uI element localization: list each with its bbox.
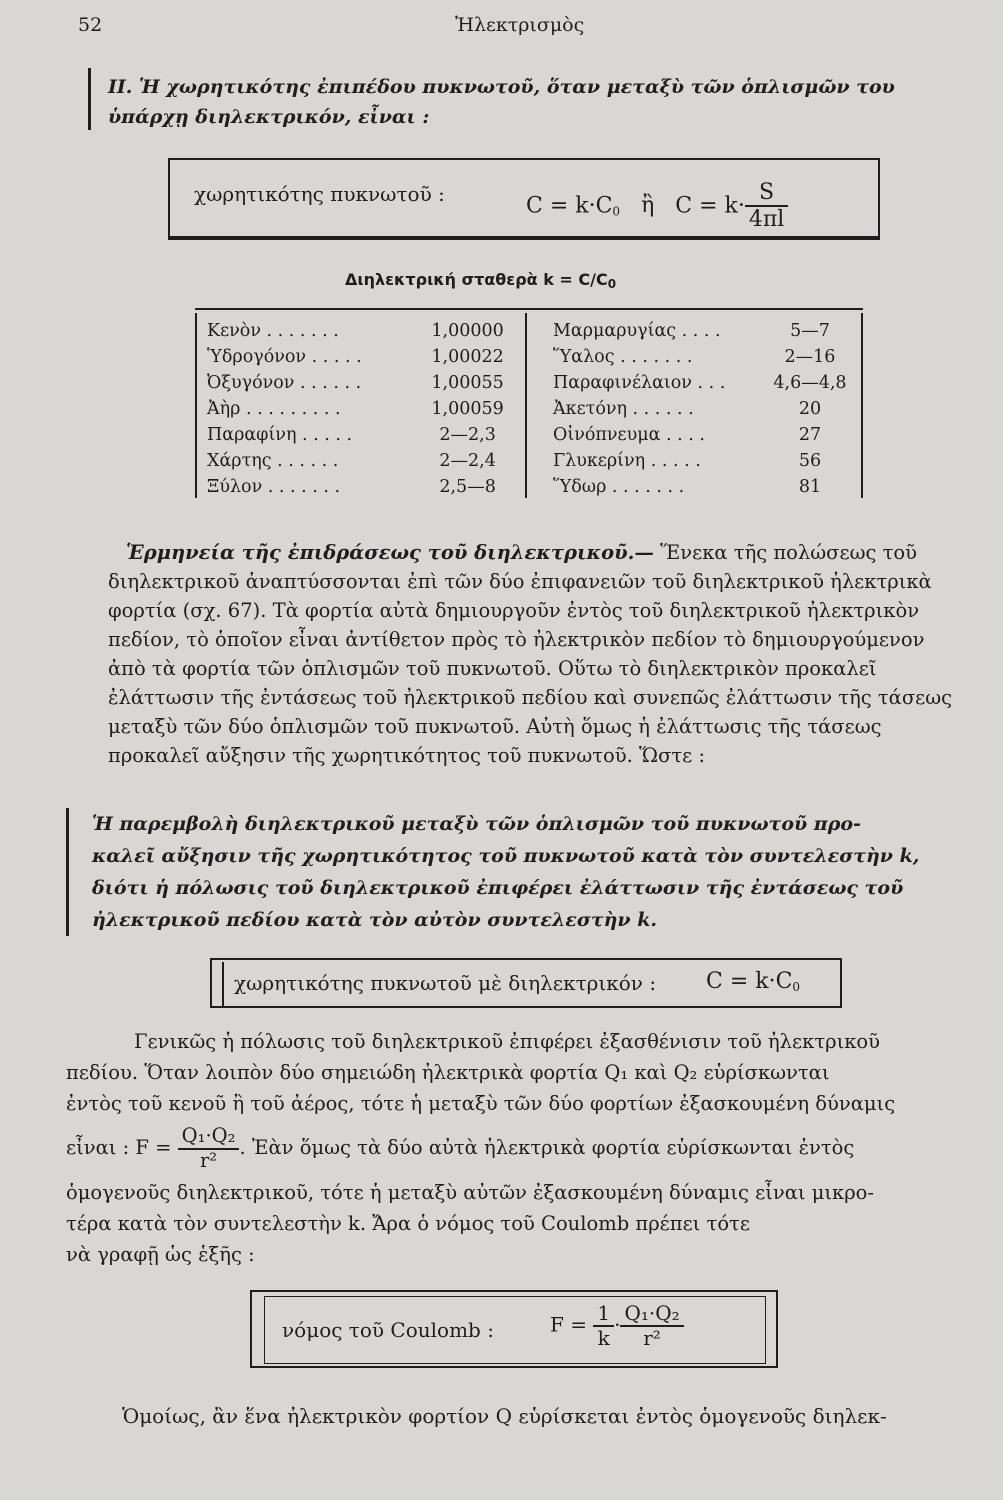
paragraph-line: ἀπὸ τὰ φορτία τῶν ὁπλισμῶν τοῦ πυκνωτοῦ. Οὕτω τὸ διηλεκτρικὸν προκαλεῖ bbox=[108, 657, 877, 680]
dielectric-value: 2—2,3 bbox=[439, 425, 496, 445]
material-name: Κενὸν . . . . . . . bbox=[207, 321, 339, 341]
statement-line: διότι ἡ πόλωσις τοῦ διηλεκτρικοῦ ἐπιφέρει ἐλάττωσιν τῆς ἐντάσεως τοῦ bbox=[92, 877, 904, 899]
paragraph-line: ἐλάττωσιν τῆς ἐντάσεως τοῦ ἠλεκτρικοῦ πεδίου καὶ συνεπῶς ἐλάττωσιν τῆς τάσεως bbox=[108, 686, 953, 709]
table-right-rule bbox=[861, 313, 863, 498]
paragraph-line: ἐντὸς τοῦ κενοῦ ἢ τοῦ ἀέρος, τότε ἡ μεταξὺ τῶν δύο φορτίων ἐξασκουμένη δύναμις bbox=[66, 1092, 896, 1115]
table-row bbox=[553, 318, 855, 344]
material-name: Ἀὴρ . . . . . . . . . bbox=[207, 399, 341, 419]
table-mid-rule bbox=[525, 313, 527, 498]
dielectric-value: 2,5—8 bbox=[439, 477, 496, 497]
numerator: 1 bbox=[593, 1302, 614, 1327]
material-name: Ὕαλος . . . . . . . bbox=[553, 347, 693, 367]
dielectric-value: 1,00022 bbox=[431, 347, 504, 367]
dielectric-value: 27 bbox=[798, 425, 822, 445]
table-row bbox=[553, 344, 855, 370]
table-left-column bbox=[207, 318, 517, 500]
eq-part: C = k· bbox=[675, 193, 745, 219]
dielectric-value: 4,6—4,8 bbox=[773, 373, 847, 393]
dielectric-table bbox=[195, 308, 863, 498]
paragraph-line: Γενικῶς ἡ πόλωσις τοῦ διηλεκτρικοῦ ἐπιφέρει ἐξασθένισιν τοῦ ἠλεκτρικοῦ bbox=[134, 1030, 881, 1053]
table-row bbox=[207, 318, 517, 344]
box-inner-rule bbox=[222, 962, 224, 1006]
fraction bbox=[745, 180, 789, 233]
subscript: 0 bbox=[607, 277, 617, 291]
general-paragraph bbox=[66, 1026, 966, 1270]
numerator: Q₁·Q₂ bbox=[620, 1302, 683, 1327]
formula-label: χωρητικότης πυκνωτοῦ : bbox=[194, 182, 445, 206]
table-left-rule bbox=[195, 313, 197, 498]
margin-bar bbox=[66, 808, 69, 936]
dielectric-value: 2—16 bbox=[784, 347, 836, 367]
coulomb-law-box bbox=[250, 1290, 778, 1368]
eq-part: F = bbox=[550, 1312, 587, 1337]
table-title bbox=[345, 270, 616, 291]
paragraph-line: τέρα κατὰ τὸν συντελεστὴν k. Ἄρα ὁ νόμος τοῦ Coulomb πρέπει τότε bbox=[66, 1212, 750, 1235]
coulomb-fraction bbox=[178, 1125, 240, 1172]
paragraph-text: Ἕνεκα τῆς πολώσεως τοῦ bbox=[660, 541, 918, 564]
material-name: Ὑδρογόνον . . . . . bbox=[207, 347, 362, 367]
dielectric-value: 1,00059 bbox=[431, 399, 504, 419]
paragraph-line: προκαλεῖ αὔξησιν τῆς χωρητικότητος τοῦ πυκνωτοῦ. Ὥστε : bbox=[108, 744, 706, 767]
eq-part: C = k·C bbox=[706, 969, 793, 994]
table-row bbox=[553, 396, 855, 422]
paragraph-text: . Ἐὰν ὅμως τὰ δύο αὐτὰ ἠλεκτρικὰ φορτία εὑρίσκωνται ἐντὸς bbox=[239, 1136, 855, 1159]
table-right-column bbox=[553, 318, 855, 500]
table-row bbox=[553, 370, 855, 396]
material-name: Μαρμαρυγίας . . . . bbox=[553, 321, 721, 341]
paragraph-line bbox=[66, 1119, 966, 1177]
material-name: Ὕδωρ . . . . . . . bbox=[553, 477, 685, 497]
table-row bbox=[553, 474, 855, 500]
table-row bbox=[553, 422, 855, 448]
dielectric-value: 20 bbox=[798, 399, 822, 419]
subscript: 0 bbox=[792, 980, 801, 994]
margin-bar bbox=[88, 68, 91, 130]
denominator: r² bbox=[199, 1148, 218, 1172]
formula-label: χωρητικότης πυκνωτοῦ μὲ διηλεκτρικόν : bbox=[234, 971, 657, 995]
statement-line: καλεῖ αὔξησιν τῆς χωρητικότητος τοῦ πυκνωτοῦ κατὰ τὸν συντελεστὴν k, bbox=[92, 845, 920, 867]
paragraph-line: πεδίου. Ὅταν λοιπὸν δύο σημειώδη ἠλεκτρικὰ φορτία Q₁ καὶ Q₂ εὑρίσκωνται bbox=[66, 1061, 830, 1084]
subscript: 0 bbox=[612, 204, 621, 219]
paragraph-line: φορτία (σχ. 67). Τὰ φορτία αὐτὰ δημιουργοῦν ἐντὸς τοῦ διηλεκτρικοῦ ἠλεκτρικὸν bbox=[108, 599, 920, 622]
dielectric-value: 5—7 bbox=[790, 321, 830, 341]
paragraph-line: πεδίον, τὸ ὁποῖον εἶναι ἀντίθετον πρὸς τὸ ἠλεκτρικὸν πεδίον τὸ δημιουργούμενον bbox=[108, 628, 925, 651]
material-name: Ἀκετόνη . . . . . . bbox=[553, 399, 694, 419]
paragraph-line: διηλεκτρικοῦ ἀναπτύσσονται ἐπὶ τῶν δύο ἐπιφανειῶν τοῦ διηλεκτρικοῦ ἠλεκτρικὰ bbox=[108, 570, 932, 593]
denominator: k bbox=[597, 1326, 610, 1350]
formula-eq bbox=[526, 180, 788, 233]
last-line: Ὁμοίως, ἂν ἕνα ἠλεκτρικὸν φορτίον Q εὑρίσκεται ἐντὸς ὁμογενοῦς διηλεκ- bbox=[122, 1404, 887, 1428]
dielectric-value: 1,00000 bbox=[431, 321, 504, 341]
section-heading bbox=[108, 72, 988, 132]
table-row bbox=[207, 396, 517, 422]
dielectric-value: 81 bbox=[798, 477, 822, 497]
capacitance-formula-box bbox=[168, 158, 880, 240]
table-title-text: Διηλεκτρική σταθερὰ k = C/C bbox=[345, 270, 608, 289]
running-title: Ἠλεκτρισμὸς bbox=[455, 14, 585, 36]
material-name: Οἰνόπνευμα . . . . bbox=[553, 425, 705, 445]
paragraph-line bbox=[108, 538, 966, 567]
paragraph-line: μεταξὺ τῶν δύο ὁπλισμῶν τοῦ πυκνωτοῦ. Αὐτὴ ὅμως ἡ ἐλάττωσις τῆς τάσεως bbox=[108, 715, 882, 738]
material-name: Ξύλον . . . . . . . bbox=[207, 477, 341, 497]
dielectric-value: 1,00055 bbox=[431, 373, 504, 393]
table-top-rule bbox=[195, 308, 863, 310]
paragraph-text: εἶναι : F = bbox=[66, 1136, 172, 1159]
material-name: Παραφινέλαιον . . . bbox=[553, 373, 726, 393]
numerator: Q₁·Q₂ bbox=[178, 1125, 240, 1149]
dielectric-capacitance-box bbox=[210, 958, 842, 1008]
material-name: Παραφίνη . . . . . bbox=[207, 425, 353, 445]
dielectric-value: 56 bbox=[798, 451, 822, 471]
material-name: Χάρτης . . . . . . bbox=[207, 451, 339, 471]
dielectric-value: 2—2,4 bbox=[439, 451, 496, 471]
formula-label: νόμος τοῦ Coulomb : bbox=[282, 1318, 494, 1342]
denominator: r² bbox=[643, 1326, 661, 1350]
section-heading-line: II. Ἡ χωρητικότης ἐπιπέδου πυκνωτοῦ, ὅταν μεταξὺ τῶν ὁπλισμῶν του bbox=[108, 76, 895, 98]
statement-line: ἠλεκτρικοῦ πεδίου κατὰ τὸν αὐτὸν συντελεστὴν k. bbox=[92, 909, 658, 931]
statement-line: Ἡ παρεμβολὴ διηλεκτρικοῦ μεταξὺ τῶν ὁπλισμῶν τοῦ πυκνωτοῦ προ- bbox=[92, 813, 861, 835]
material-name: Γλυκερίνη . . . . . bbox=[553, 451, 701, 471]
fraction bbox=[593, 1302, 614, 1350]
denominator: 4πl bbox=[748, 207, 785, 233]
formula-eq bbox=[706, 969, 800, 994]
key-statement bbox=[92, 808, 972, 936]
interpretation-heading: Ἑρμηνεία τῆς ἐπιδράσεως τοῦ διηλεκτρικοῦ.— bbox=[126, 541, 654, 564]
table-row bbox=[207, 370, 517, 396]
or-word: ἢ bbox=[641, 193, 655, 219]
page-number: 52 bbox=[78, 14, 103, 36]
fraction bbox=[620, 1302, 683, 1350]
table-row bbox=[207, 474, 517, 500]
material-name: Ὀξυγόνον . . . . . . bbox=[207, 373, 362, 393]
numerator: S bbox=[745, 180, 789, 207]
table-row bbox=[207, 422, 517, 448]
paragraph-line: νὰ γραφῇ ὡς ἑξῆς : bbox=[66, 1243, 255, 1266]
eq-part: C = k·C bbox=[526, 193, 613, 219]
section-heading-line: ὑπάρχῃ διηλεκτρικόν, εἶναι : bbox=[108, 106, 430, 128]
interpretation-paragraph bbox=[108, 538, 966, 770]
table-row bbox=[553, 448, 855, 474]
formula-eq: F = $\frac{1}{k}$ · $\frac{\text{Q₁·Q₂}}{\text{r²}}$ bbox=[550, 1302, 684, 1350]
table-row bbox=[207, 448, 517, 474]
paragraph-line: ὁμογενοῦς διηλεκτρικοῦ, τότε ἡ μεταξὺ αὐτῶν ἐξασκουμένη δύναμις εἶναι μικρο- bbox=[66, 1181, 875, 1204]
table-row bbox=[207, 344, 517, 370]
